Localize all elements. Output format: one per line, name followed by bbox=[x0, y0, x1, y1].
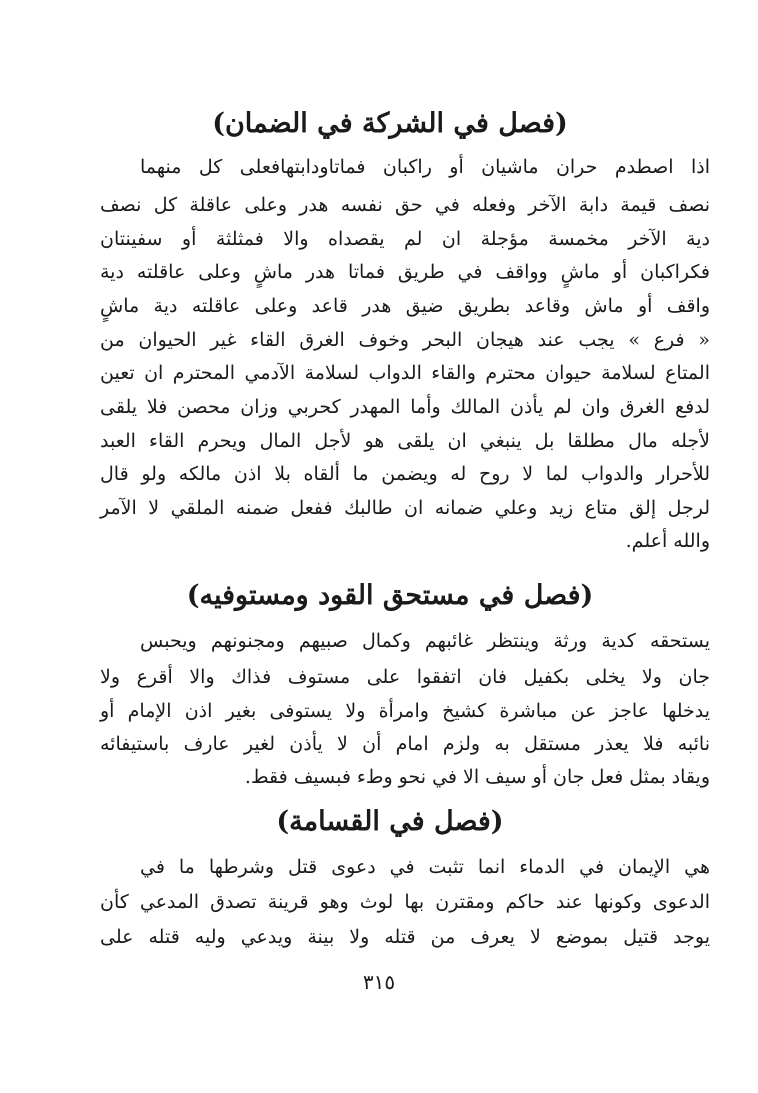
text-line: المتاع لسلامة حيوان محترم والقاء الدواب لسلامة الآدمي المحترم ان تعين bbox=[100, 362, 710, 384]
text-line: جان ولا يخلى بكفيل فان اتفقوا على مستوف فذاك والا أقرع ولا bbox=[100, 666, 710, 688]
text-line: فكراكبان أو ماشٍ وواقف في طريق فماتا هدر ماشٍ وعلى عاقلته دية bbox=[100, 261, 710, 283]
page-number: ٣١٥ bbox=[362, 970, 396, 994]
text-line: لدفع الغرق وان لم يأذن المالك وأما المهدر كحربي وزان محصن فلا يلقى bbox=[100, 396, 710, 418]
text-line: دية الآخر مخمسة مؤجلة ان لم يقصداه والا فمثلثة أو سفينتان bbox=[100, 228, 710, 250]
text-line: والله أعلم. bbox=[625, 530, 710, 552]
text-line: هي الإيمان في الدماء انما تثبت في دعوى قتل وشرطها ما في bbox=[140, 856, 710, 878]
text-line: نصف قيمة دابة الآخر وفعله في حق نفسه هدر وعلى عاقلة كل نصف bbox=[100, 194, 710, 216]
text-line: الدعوى وكونها عند حاكم ومقترن بها لوث وهو قرينة تصدق المدعي كأن bbox=[100, 891, 710, 913]
section-heading: (فصل في الشركة في الضمان) bbox=[212, 108, 568, 139]
text-line: يستحقه كدية ورثة وينتظر غائبهم وكمال صبيهم ومجنونهم ويحبس bbox=[140, 630, 710, 652]
text-line: « فرع » يجب عند هيجان البحر وخوف الغرق القاء غير الحيوان من bbox=[100, 329, 710, 351]
text-line: اذا اصطدم حران ماشيان أو راكبان فماتاودابتهافعلى كل منهما bbox=[140, 156, 710, 178]
text-line: للأحرار والدواب لما لا روح له ويضمن ما ألقاه بلا اذن مالكه ولو قال bbox=[100, 463, 710, 485]
text-line: واقف أو ماش وقاعد بطريق ضيق هدر قاعد وعلى عاقلته دية ماشٍ bbox=[100, 295, 710, 317]
text-line: يوجد قتيل بموضع لا يعرف من قتله ولا بينة ويدعي وليه قتله على bbox=[100, 926, 710, 948]
section-heading: (فصل في القسامة) bbox=[276, 806, 504, 837]
section-heading: (فصل في مستحق القود ومستوفيه) bbox=[186, 580, 594, 611]
text-line: لأجله مال مطلقا بل ينبغي ان يلقى هو لأجل المال ويحرم القاء العبد bbox=[100, 430, 710, 452]
text-line: ويقاد بمثل فعل جان أو سيف الا في نحو وطء فبسيف فقط. bbox=[244, 766, 710, 788]
text-line: يدخلها عاجز عن مباشرة كشيخ وامرأة ولا يستوفى بغير اذن الإمام أو bbox=[100, 700, 710, 722]
text-line: لرجل إلق متاع زيد وعلي ضمانه ان طالبك ففعل ضمنه الملقي لا الآمر bbox=[100, 497, 710, 519]
text-line: نائبه فلا يعذر مستقل به ولزم امام أن لا يأذن لغير عارف باستيفائه bbox=[100, 733, 710, 755]
